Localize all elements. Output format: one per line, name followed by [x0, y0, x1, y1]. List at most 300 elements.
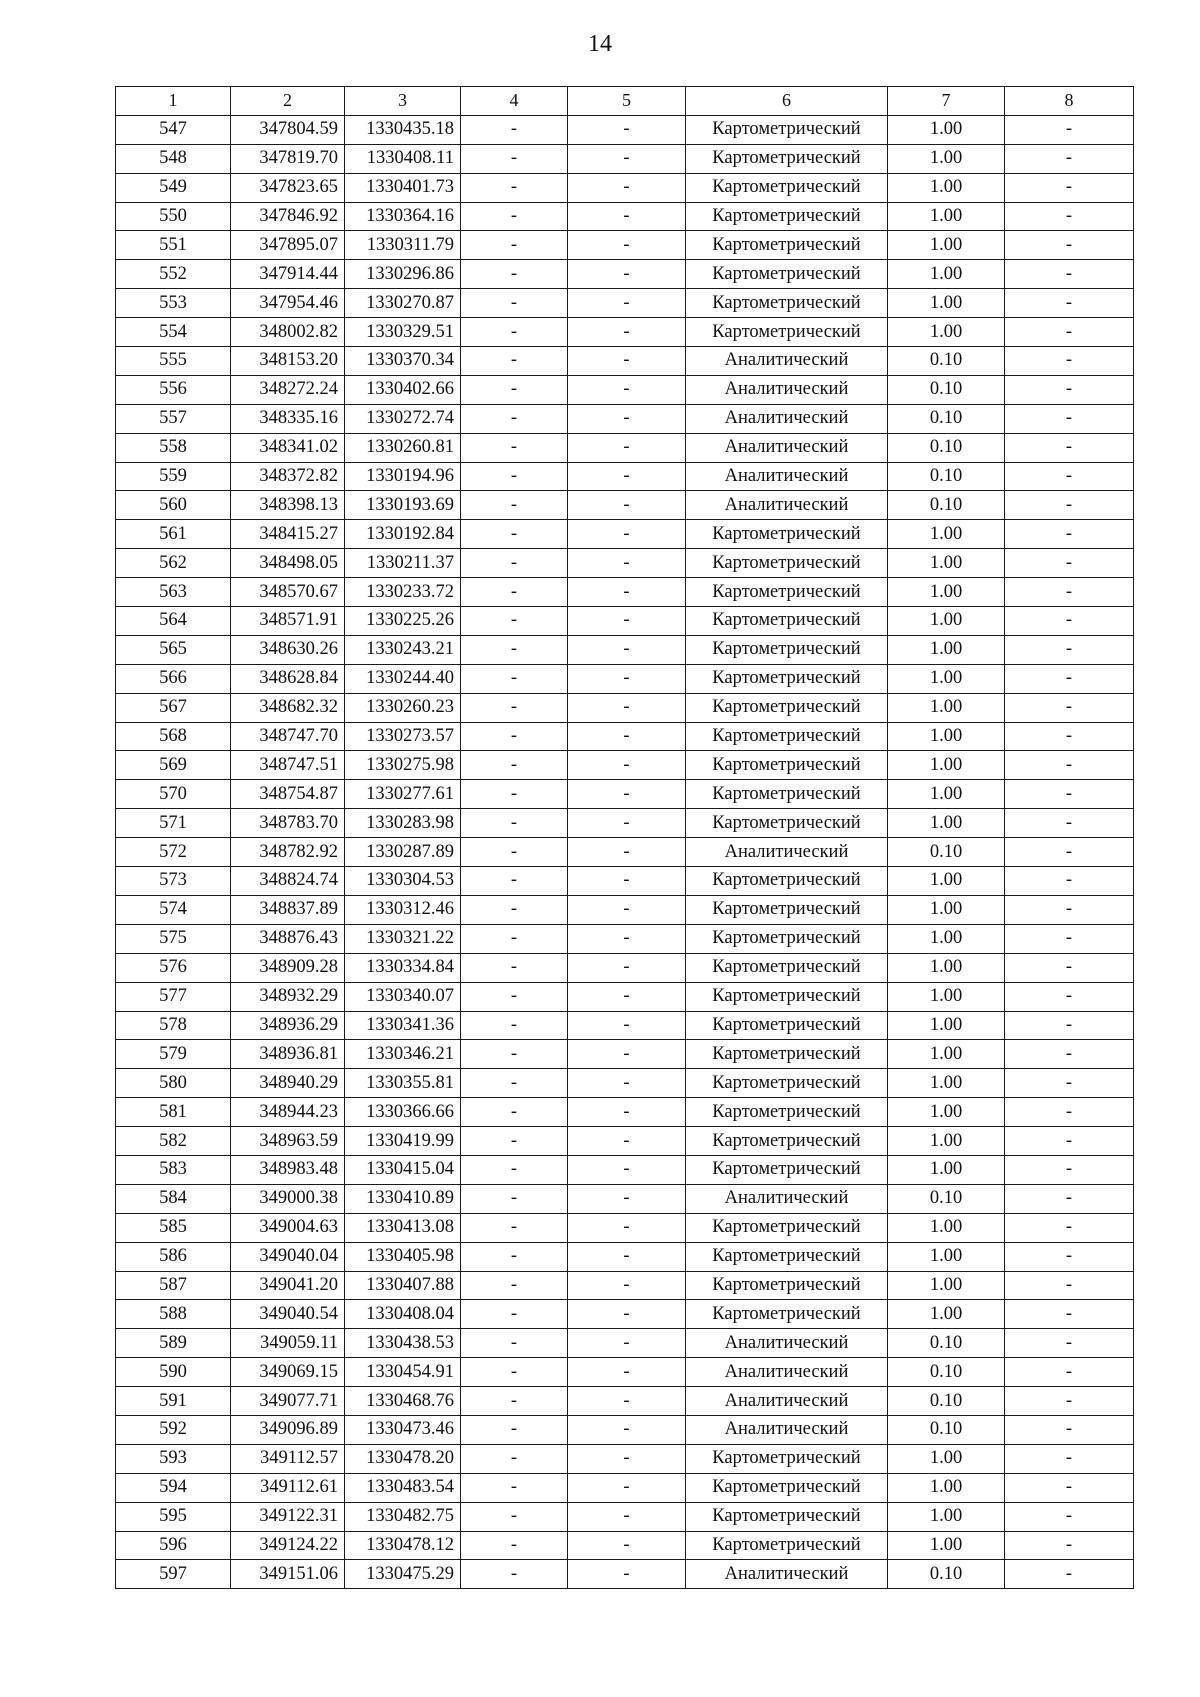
cell-x-coordinate: 348936.81: [231, 1040, 345, 1069]
cell-accuracy: 1.00: [888, 260, 1005, 289]
cell-col-8: -: [1005, 1213, 1134, 1242]
table-row: [116, 231, 1134, 260]
cell-y-coordinate: 1330270.87: [345, 289, 461, 318]
cell-col-4: -: [461, 1011, 568, 1040]
cell-accuracy: 1.00: [888, 953, 1005, 982]
cell-point-number: 547: [116, 115, 231, 144]
cell-col-8: -: [1005, 375, 1134, 404]
cell-y-coordinate: 1330194.96: [345, 462, 461, 491]
cell-col-8: -: [1005, 1444, 1134, 1473]
cell-x-coordinate: 347954.46: [231, 289, 345, 318]
cell-accuracy: 1.00: [888, 202, 1005, 231]
cell-x-coordinate: 348963.59: [231, 1127, 345, 1156]
cell-method: Картометрический: [686, 289, 888, 318]
table-row: [116, 491, 1134, 520]
cell-accuracy: 0.10: [888, 491, 1005, 520]
cell-col-4: -: [461, 1300, 568, 1329]
cell-x-coordinate: 348783.70: [231, 809, 345, 838]
table-row: [116, 895, 1134, 924]
cell-accuracy: 1.00: [888, 144, 1005, 173]
cell-method: Аналитический: [686, 1184, 888, 1213]
cell-x-coordinate: 347823.65: [231, 173, 345, 202]
table-row: [116, 1155, 1134, 1184]
cell-col-4: -: [461, 607, 568, 636]
cell-point-number: 553: [116, 289, 231, 318]
cell-point-number: 559: [116, 462, 231, 491]
cell-method: Картометрический: [686, 1155, 888, 1184]
table-row: [116, 549, 1134, 578]
cell-y-coordinate: 1330192.84: [345, 520, 461, 549]
cell-col-4: -: [461, 491, 568, 520]
cell-point-number: 595: [116, 1502, 231, 1531]
cell-method: Картометрический: [686, 115, 888, 144]
cell-point-number: 594: [116, 1473, 231, 1502]
cell-y-coordinate: 1330415.04: [345, 1155, 461, 1184]
cell-col-8: -: [1005, 607, 1134, 636]
cell-method: Аналитический: [686, 433, 888, 462]
cell-x-coordinate: 348824.74: [231, 867, 345, 896]
cell-y-coordinate: 1330329.51: [345, 318, 461, 347]
cell-point-number: 572: [116, 838, 231, 867]
cell-x-coordinate: 348983.48: [231, 1155, 345, 1184]
cell-col-4: -: [461, 1098, 568, 1127]
cell-col-8: -: [1005, 115, 1134, 144]
cell-accuracy: 1.00: [888, 173, 1005, 202]
cell-col-5: -: [568, 520, 686, 549]
table-row: [116, 1184, 1134, 1213]
cell-method: Аналитический: [686, 1415, 888, 1444]
table-row: [116, 1242, 1134, 1271]
cell-col-8: -: [1005, 433, 1134, 462]
cell-method: Картометрический: [686, 1040, 888, 1069]
cell-col-4: -: [461, 347, 568, 376]
cell-method: Картометрический: [686, 780, 888, 809]
cell-x-coordinate: 348272.24: [231, 375, 345, 404]
cell-col-5: -: [568, 1242, 686, 1271]
table-row: [116, 520, 1134, 549]
cell-col-5: -: [568, 347, 686, 376]
cell-method: Картометрический: [686, 1473, 888, 1502]
cell-method: Картометрический: [686, 1213, 888, 1242]
cell-point-number: 596: [116, 1531, 231, 1560]
cell-point-number: 581: [116, 1098, 231, 1127]
cell-col-8: -: [1005, 520, 1134, 549]
cell-method: Картометрический: [686, 1502, 888, 1531]
cell-x-coordinate: 348571.91: [231, 607, 345, 636]
cell-col-5: -: [568, 1358, 686, 1387]
cell-y-coordinate: 1330283.98: [345, 809, 461, 838]
table-row: [116, 607, 1134, 636]
cell-point-number: 558: [116, 433, 231, 462]
cell-point-number: 576: [116, 953, 231, 982]
cell-x-coordinate: 348630.26: [231, 635, 345, 664]
table-row: [116, 664, 1134, 693]
cell-accuracy: 1.00: [888, 693, 1005, 722]
cell-point-number: 597: [116, 1560, 231, 1589]
cell-point-number: 587: [116, 1271, 231, 1300]
cell-col-5: -: [568, 1531, 686, 1560]
cell-point-number: 593: [116, 1444, 231, 1473]
table-row: [116, 751, 1134, 780]
cell-accuracy: 0.10: [888, 347, 1005, 376]
cell-col-8: -: [1005, 1184, 1134, 1213]
cell-y-coordinate: 1330273.57: [345, 722, 461, 751]
cell-col-8: -: [1005, 867, 1134, 896]
cell-col-5: -: [568, 1329, 686, 1358]
cell-accuracy: 0.10: [888, 433, 1005, 462]
table-row: [116, 173, 1134, 202]
cell-accuracy: 0.10: [888, 838, 1005, 867]
cell-col-5: -: [568, 895, 686, 924]
cell-col-4: -: [461, 1560, 568, 1589]
cell-col-8: -: [1005, 1531, 1134, 1560]
cell-point-number: 573: [116, 867, 231, 896]
table-row: [116, 635, 1134, 664]
cell-point-number: 566: [116, 664, 231, 693]
cell-col-4: -: [461, 1531, 568, 1560]
cell-accuracy: 1.00: [888, 780, 1005, 809]
cell-x-coordinate: 349040.04: [231, 1242, 345, 1271]
cell-point-number: 552: [116, 260, 231, 289]
cell-method: Картометрический: [686, 549, 888, 578]
cell-point-number: 579: [116, 1040, 231, 1069]
cell-y-coordinate: 1330243.21: [345, 635, 461, 664]
cell-col-8: -: [1005, 491, 1134, 520]
coordinates-table-container: [115, 86, 1134, 1589]
cell-method: Картометрический: [686, 173, 888, 202]
cell-col-4: -: [461, 549, 568, 578]
cell-x-coordinate: 349069.15: [231, 1358, 345, 1387]
table-row: [116, 1531, 1134, 1560]
cell-x-coordinate: 347804.59: [231, 115, 345, 144]
cell-col-4: -: [461, 1213, 568, 1242]
table-row: [116, 1444, 1134, 1473]
cell-x-coordinate: 348153.20: [231, 347, 345, 376]
cell-x-coordinate: 348570.67: [231, 578, 345, 607]
cell-col-4: -: [461, 1387, 568, 1416]
cell-col-5: -: [568, 144, 686, 173]
cell-col-5: -: [568, 433, 686, 462]
cell-x-coordinate: 349059.11: [231, 1329, 345, 1358]
table-row: [116, 289, 1134, 318]
cell-x-coordinate: 349124.22: [231, 1531, 345, 1560]
table-row: [116, 1011, 1134, 1040]
cell-col-4: -: [461, 1127, 568, 1156]
cell-y-coordinate: 1330321.22: [345, 924, 461, 953]
cell-point-number: 567: [116, 693, 231, 722]
table-row: [116, 1329, 1134, 1358]
cell-y-coordinate: 1330277.61: [345, 780, 461, 809]
cell-col-5: -: [568, 635, 686, 664]
cell-col-5: -: [568, 404, 686, 433]
cell-method: Картометрический: [686, 260, 888, 289]
cell-y-coordinate: 1330475.29: [345, 1560, 461, 1589]
cell-col-5: -: [568, 1560, 686, 1589]
cell-method: Картометрический: [686, 953, 888, 982]
cell-x-coordinate: 349041.20: [231, 1271, 345, 1300]
cell-x-coordinate: 348876.43: [231, 924, 345, 953]
cell-point-number: 575: [116, 924, 231, 953]
cell-y-coordinate: 1330401.73: [345, 173, 461, 202]
cell-x-coordinate: 348944.23: [231, 1098, 345, 1127]
cell-x-coordinate: 348932.29: [231, 982, 345, 1011]
table-header-cell: 7: [888, 87, 1005, 116]
cell-accuracy: 1.00: [888, 664, 1005, 693]
cell-y-coordinate: 1330244.40: [345, 664, 461, 693]
cell-col-8: -: [1005, 635, 1134, 664]
cell-col-5: -: [568, 1415, 686, 1444]
cell-col-4: -: [461, 838, 568, 867]
cell-col-4: -: [461, 144, 568, 173]
cell-col-5: -: [568, 231, 686, 260]
cell-x-coordinate: 349096.89: [231, 1415, 345, 1444]
cell-col-8: -: [1005, 289, 1134, 318]
cell-method: Картометрический: [686, 1242, 888, 1271]
table-header-cell: 8: [1005, 87, 1134, 116]
cell-col-5: -: [568, 722, 686, 751]
cell-col-5: -: [568, 115, 686, 144]
cell-method: Картометрический: [686, 722, 888, 751]
cell-point-number: 568: [116, 722, 231, 751]
cell-col-4: -: [461, 924, 568, 953]
table-row: [116, 722, 1134, 751]
cell-point-number: 554: [116, 318, 231, 347]
cell-x-coordinate: 349040.54: [231, 1300, 345, 1329]
cell-col-4: -: [461, 722, 568, 751]
cell-col-5: -: [568, 173, 686, 202]
cell-method: Картометрический: [686, 1098, 888, 1127]
cell-x-coordinate: 349077.71: [231, 1387, 345, 1416]
cell-method: Картометрический: [686, 144, 888, 173]
table-row: [116, 693, 1134, 722]
cell-method: Аналитический: [686, 462, 888, 491]
cell-col-5: -: [568, 375, 686, 404]
cell-method: Картометрический: [686, 1300, 888, 1329]
cell-accuracy: 0.10: [888, 1329, 1005, 1358]
cell-y-coordinate: 1330468.76: [345, 1387, 461, 1416]
cell-method: Картометрический: [686, 1069, 888, 1098]
table-row: [116, 318, 1134, 347]
table-row: [116, 1473, 1134, 1502]
cell-y-coordinate: 1330478.12: [345, 1531, 461, 1560]
cell-col-5: -: [568, 1473, 686, 1502]
cell-x-coordinate: 347846.92: [231, 202, 345, 231]
cell-accuracy: 1.00: [888, 751, 1005, 780]
cell-accuracy: 1.00: [888, 231, 1005, 260]
cell-point-number: 570: [116, 780, 231, 809]
cell-accuracy: 0.10: [888, 375, 1005, 404]
cell-col-8: -: [1005, 1098, 1134, 1127]
cell-x-coordinate: 348940.29: [231, 1069, 345, 1098]
cell-y-coordinate: 1330473.46: [345, 1415, 461, 1444]
table-header-cell: 2: [231, 87, 345, 116]
cell-col-4: -: [461, 404, 568, 433]
cell-col-5: -: [568, 462, 686, 491]
cell-point-number: 551: [116, 231, 231, 260]
cell-y-coordinate: 1330260.81: [345, 433, 461, 462]
cell-col-5: -: [568, 751, 686, 780]
cell-accuracy: 0.10: [888, 1358, 1005, 1387]
cell-accuracy: 1.00: [888, 982, 1005, 1011]
cell-y-coordinate: 1330312.46: [345, 895, 461, 924]
cell-x-coordinate: 347914.44: [231, 260, 345, 289]
cell-x-coordinate: 348341.02: [231, 433, 345, 462]
cell-accuracy: 0.10: [888, 404, 1005, 433]
cell-point-number: 562: [116, 549, 231, 578]
cell-accuracy: 1.00: [888, 318, 1005, 347]
cell-y-coordinate: 1330233.72: [345, 578, 461, 607]
cell-col-4: -: [461, 1184, 568, 1213]
cell-x-coordinate: 348754.87: [231, 780, 345, 809]
cell-col-5: -: [568, 809, 686, 838]
cell-accuracy: 1.00: [888, 1242, 1005, 1271]
cell-col-8: -: [1005, 1415, 1134, 1444]
cell-method: Картометрический: [686, 520, 888, 549]
cell-x-coordinate: 349004.63: [231, 1213, 345, 1242]
cell-col-8: -: [1005, 1040, 1134, 1069]
cell-y-coordinate: 1330407.88: [345, 1271, 461, 1300]
cell-point-number: 557: [116, 404, 231, 433]
table-header-cell: 6: [686, 87, 888, 116]
cell-col-8: -: [1005, 1155, 1134, 1184]
cell-point-number: 588: [116, 1300, 231, 1329]
table-row: [116, 809, 1134, 838]
cell-col-8: -: [1005, 838, 1134, 867]
cell-y-coordinate: 1330364.16: [345, 202, 461, 231]
cell-point-number: 564: [116, 607, 231, 636]
cell-accuracy: 0.10: [888, 1387, 1005, 1416]
cell-accuracy: 1.00: [888, 1069, 1005, 1098]
cell-y-coordinate: 1330438.53: [345, 1329, 461, 1358]
cell-col-8: -: [1005, 693, 1134, 722]
table-row: [116, 404, 1134, 433]
cell-method: Аналитический: [686, 1560, 888, 1589]
cell-accuracy: 1.00: [888, 1444, 1005, 1473]
cell-point-number: 560: [116, 491, 231, 520]
cell-point-number: 578: [116, 1011, 231, 1040]
cell-y-coordinate: 1330355.81: [345, 1069, 461, 1098]
cell-accuracy: 1.00: [888, 607, 1005, 636]
cell-col-8: -: [1005, 578, 1134, 607]
table-row: [116, 924, 1134, 953]
table-row: [116, 1213, 1134, 1242]
cell-col-4: -: [461, 1242, 568, 1271]
cell-col-5: -: [568, 924, 686, 953]
cell-col-8: -: [1005, 549, 1134, 578]
cell-col-8: -: [1005, 1127, 1134, 1156]
cell-point-number: 590: [116, 1358, 231, 1387]
cell-x-coordinate: 348372.82: [231, 462, 345, 491]
cell-method: Картометрический: [686, 318, 888, 347]
cell-accuracy: 1.00: [888, 115, 1005, 144]
table-row: [116, 953, 1134, 982]
cell-y-coordinate: 1330311.79: [345, 231, 461, 260]
cell-y-coordinate: 1330260.23: [345, 693, 461, 722]
cell-accuracy: 1.00: [888, 1271, 1005, 1300]
table-header-cell: 1: [116, 87, 231, 116]
table-row: [116, 1300, 1134, 1329]
table-row: [116, 144, 1134, 173]
cell-accuracy: 1.00: [888, 867, 1005, 896]
cell-method: Аналитический: [686, 1358, 888, 1387]
cell-col-5: -: [568, 1011, 686, 1040]
cell-col-5: -: [568, 1300, 686, 1329]
cell-point-number: 577: [116, 982, 231, 1011]
cell-col-4: -: [461, 635, 568, 664]
table-row: [116, 202, 1134, 231]
cell-col-5: -: [568, 1271, 686, 1300]
cell-accuracy: 0.10: [888, 462, 1005, 491]
cell-col-4: -: [461, 115, 568, 144]
cell-y-coordinate: 1330435.18: [345, 115, 461, 144]
cell-y-coordinate: 1330482.75: [345, 1502, 461, 1531]
cell-col-5: -: [568, 289, 686, 318]
cell-method: Картометрический: [686, 1271, 888, 1300]
cell-col-4: -: [461, 809, 568, 838]
cell-col-4: -: [461, 1415, 568, 1444]
cell-method: Картометрический: [686, 924, 888, 953]
table-row: [116, 578, 1134, 607]
cell-point-number: 585: [116, 1213, 231, 1242]
cell-col-5: -: [568, 953, 686, 982]
cell-col-4: -: [461, 1502, 568, 1531]
cell-y-coordinate: 1330296.86: [345, 260, 461, 289]
cell-col-4: -: [461, 1271, 568, 1300]
cell-col-8: -: [1005, 347, 1134, 376]
cell-col-4: -: [461, 780, 568, 809]
cell-x-coordinate: 349000.38: [231, 1184, 345, 1213]
cell-col-5: -: [568, 578, 686, 607]
cell-accuracy: 0.10: [888, 1560, 1005, 1589]
cell-y-coordinate: 1330211.37: [345, 549, 461, 578]
cell-col-8: -: [1005, 1358, 1134, 1387]
cell-method: Аналитический: [686, 375, 888, 404]
table-row: [116, 867, 1134, 896]
cell-point-number: 584: [116, 1184, 231, 1213]
cell-x-coordinate: 348682.32: [231, 693, 345, 722]
cell-y-coordinate: 1330272.74: [345, 404, 461, 433]
cell-col-4: -: [461, 231, 568, 260]
cell-col-8: -: [1005, 260, 1134, 289]
cell-col-8: -: [1005, 982, 1134, 1011]
cell-col-5: -: [568, 1155, 686, 1184]
table-row: [116, 347, 1134, 376]
cell-y-coordinate: 1330410.89: [345, 1184, 461, 1213]
cell-accuracy: 1.00: [888, 1300, 1005, 1329]
cell-y-coordinate: 1330225.26: [345, 607, 461, 636]
cell-accuracy: 1.00: [888, 1213, 1005, 1242]
cell-accuracy: 1.00: [888, 520, 1005, 549]
page-number: 14: [588, 31, 612, 57]
cell-method: Картометрический: [686, 693, 888, 722]
cell-accuracy: 1.00: [888, 1127, 1005, 1156]
cell-y-coordinate: 1330483.54: [345, 1473, 461, 1502]
cell-col-8: -: [1005, 144, 1134, 173]
cell-col-5: -: [568, 607, 686, 636]
cell-y-coordinate: 1330341.36: [345, 1011, 461, 1040]
table-row: [116, 1387, 1134, 1416]
cell-point-number: 591: [116, 1387, 231, 1416]
cell-x-coordinate: 348628.84: [231, 664, 345, 693]
cell-col-5: -: [568, 202, 686, 231]
cell-point-number: 555: [116, 347, 231, 376]
cell-y-coordinate: 1330408.04: [345, 1300, 461, 1329]
cell-col-8: -: [1005, 231, 1134, 260]
cell-col-4: -: [461, 173, 568, 202]
table-body: [116, 87, 1134, 1589]
table-row: [116, 1358, 1134, 1387]
cell-col-5: -: [568, 1127, 686, 1156]
